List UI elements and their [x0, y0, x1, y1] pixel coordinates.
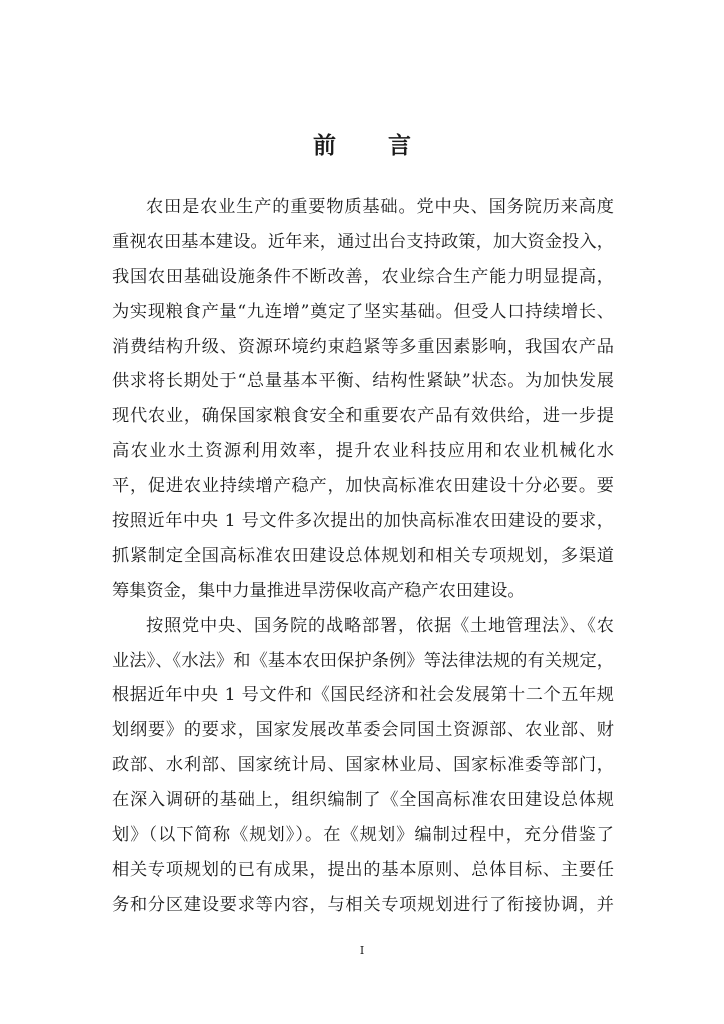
paragraph-2-line: 相关专项规划的已有成果，提出的基本原则、总体目标、主要任: [112, 859, 614, 880]
page-number: I: [359, 944, 365, 957]
page-title: 前 言: [312, 132, 433, 159]
paragraph-2-line: 划》（以下简称《规划》）。在《规划》编制过程中，充分借鉴了: [112, 825, 614, 846]
paragraph-1-line: 高农业水土资源利用效率，提升农业科技应用和农业机械化水: [112, 441, 614, 462]
paragraph-1-line: 按照近年中央 1 号文件多次提出的加快高标准农田建设的要求，: [112, 511, 614, 532]
paragraph-1-line: 供求将长期处于“总量基本平衡、结构性紧缺”状态。为加快发展: [112, 371, 614, 392]
body-text: [112, 190, 614, 923]
paragraph-1-line: 现代农业，确保国家粮食安全和重要农产品有效供给，进一步提: [112, 406, 614, 427]
paragraph-1-line: 我国农田基础设施条件不断改善，农业综合生产能力明显提高，: [112, 266, 614, 287]
paragraph-2-line: 政部、水利部、国家统计局、国家林业局、国家标准委等部门，: [112, 755, 614, 776]
paragraph-1-line: 消费结构升级、资源环境约束趋紧等多重因素影响，我国农产品: [112, 336, 614, 357]
paragraph-2-line: 划纲要》的要求，国家发展改革委会同国土资源部、农业部、财: [112, 720, 614, 741]
paragraph-1-line: 为实现粮食产量“九连增”奠定了坚实基础。但受人口持续增长、: [112, 301, 614, 322]
paragraph-2-line: 在深入调研的基础上，组织编制了《全国高标准农田建设总体规: [112, 790, 614, 811]
paragraph-2-line: 根据近年中央 1 号文件和《国民经济和社会发展第十二个五年规: [112, 685, 614, 706]
paragraph-1-line: 平，促进农业持续增产稳产，加快高标准农田建设十分必要。要: [112, 476, 614, 497]
paragraph-1-line: 重视农田基本建设。近年来，通过出台支持政策，加大资金投入，: [112, 231, 614, 252]
paragraph-2-line: 业法》、《水法》和《基本农田保护条例》等法律法规的有关规定，: [112, 650, 614, 671]
paragraph-2-line: 按照党中央、国务院的战略部署，依据《土地管理法》、《农: [146, 615, 614, 636]
paragraph-1-line: 抓紧制定全国高标准农田建设总体规划和相关专项规划，多渠道: [112, 545, 614, 566]
paragraph-2-line: 务和分区建设要求等内容，与相关专项规划进行了衔接协调，并: [112, 894, 614, 915]
paragraph-1-line: 农田是农业生产的重要物质基础。党中央、国务院历来高度: [146, 197, 614, 217]
paragraph-1-line: 筹集资金，集中力量推进旱涝保收高产稳产农田建设。: [112, 580, 525, 601]
